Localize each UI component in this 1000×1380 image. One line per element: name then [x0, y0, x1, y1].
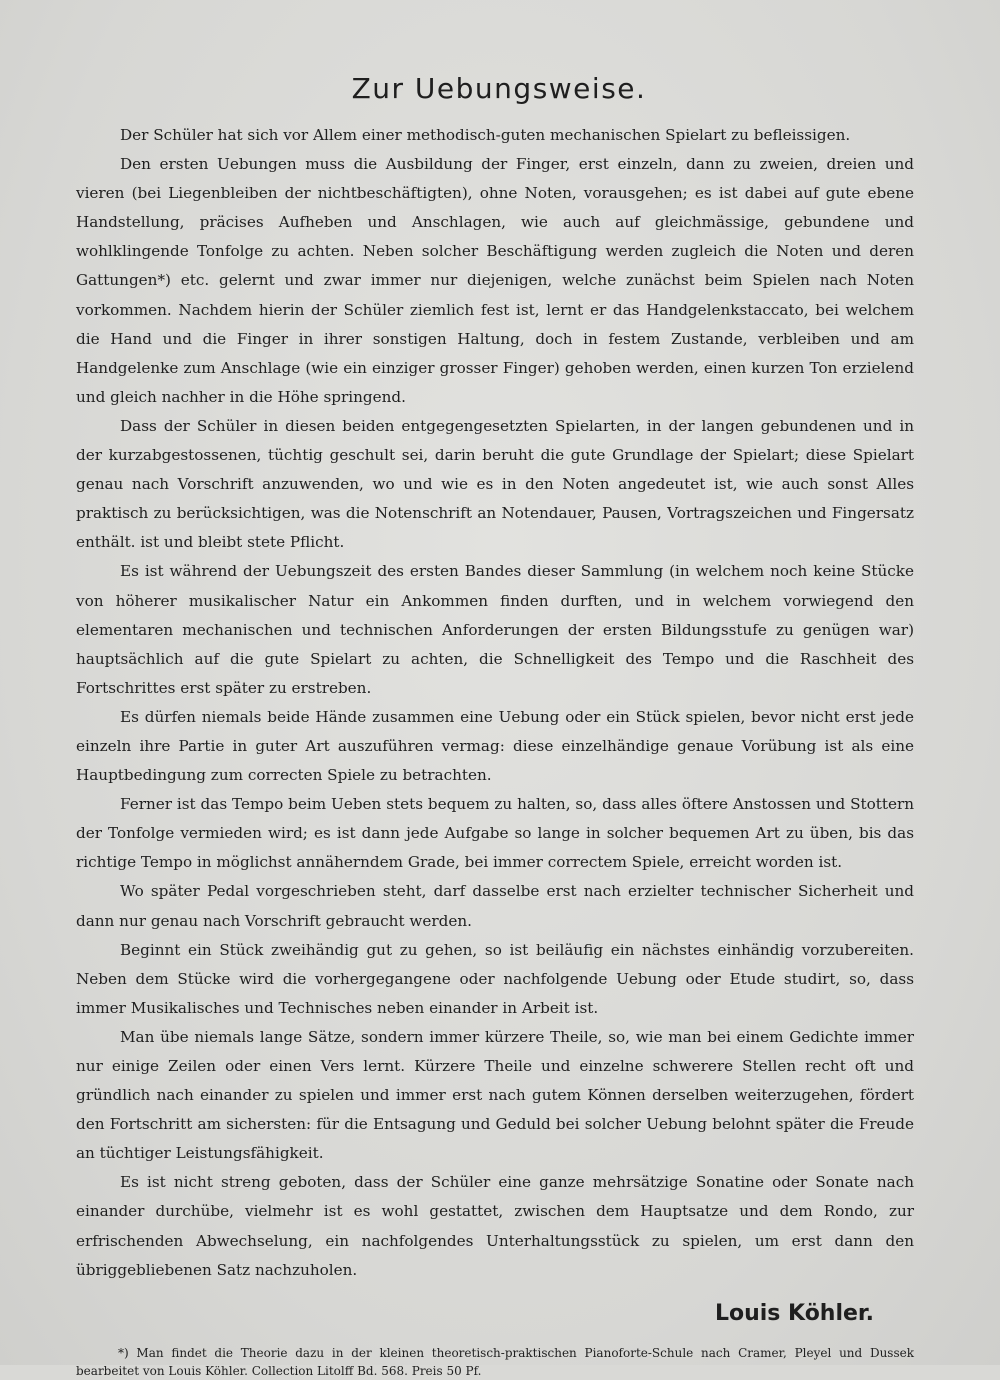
paragraph-8: Beginnt ein Stück zweihändig gut zu gehen, so ist beiläufig ein nächstes einhändig vorzubereiten. Neben dem Stücke wird die vorhergegangene oder nachfolgende Uebung oder Etude studirt, so, dass immer Musikalisches und Technisches neben einander in Arbeit ist. [76, 940, 914, 1017]
paragraph-2: Den ersten Uebungen muss die Ausbildung der Finger, erst einzeln, dann zu zweien, dreien und vieren (bei Liegenbleiben der nichtbeschäftigten), ohne Noten, vorausgehen; es ist dabei auf gute ebene Handstellung, präcises Aufheben und Anschlagen, wie auch auf gleichmässige, gebundene und wohlklingende Tonfolge zu achten. Neben solcher Beschäftigung werden zugleich die Noten und deren Gattungen*) etc. gelernt und zwar immer nur diejenigen, welche zunächst beim Spielen nach Noten vorkommen. Nachdem hierin der Schüler ziemlich fest ist, lernt er das Handgelenkstaccato, bei welchem die Hand und die Finger in ihrer sonstigen Haltung, doch in festem Zustande, verbleiben und am Handgelenke zum Anschlage (wie ein einziger grosser Finger) gehoben werden, einen kurzen Ton erzielend und gleich nachher in die Höhe springend. [76, 155, 914, 406]
author-signature: Louis Köhler. [714, 1300, 874, 1326]
paragraph-1: Der Schüler hat sich vor Allem einer methodisch-guten mechanischen Spielart zu befleissigen. [120, 126, 851, 144]
paragraph-6: Ferner ist das Tempo beim Ueben stets bequem zu halten, so, dass alles öftere Anstossen und Stottern der Tonfolge vermieden wird; es ist dann jede Aufgabe so lange in solcher bequemen Art zu üben, bis das richtige Tempo in möglichst annäherndem Grade, bei immer correctem Spiele, erreicht worden ist. [76, 795, 914, 872]
paragraph-9: Man übe niemals lange Sätze, sondern immer kürzere Theile, so, wie man bei einem Gedichte immer nur einige Zeilen oder einen Vers lernt. Kürzere Theile und einzelne schwerere Stellen recht oft und gründlich nach einander zu spielen und immer erst nach gutem Können derselben weiterzugehen, fördert den Fortschritt am sichersten: für die Entsagung und Geduld bei solcher Uebung belohnt später die Freude an tüchtiger Leistungsfähigkeit. [76, 1027, 914, 1163]
footnote: *) Man findet die Theorie dazu in der kleinen theoretisch-praktischen Pianoforte-Schule nach Cramer, Pleyel und Dussek bearbeitet von Louis Köhler. Collection Litolff Bd. 568. Preis 50 Pf. [76, 1345, 914, 1378]
paragraph-4: Es ist während der Uebungszeit des ersten Bandes dieser Sammlung (in welchem noch keine Stücke von höherer musikalischer Natur ein Ankommen finden durften, und in welchem vorwiegend den elementaren mechanischen und technischen Anforderungen der ersten Bildungsstufe zu genügen war) hauptsächlich auf die gute Spielart zu achten, die Schnelligkeit des Tempo und die Raschheit des Fortschrittes erst später zu erstreben. [76, 562, 914, 697]
body-text [76, 121, 914, 1285]
paragraph-5: Es dürfen niemals beide Hände zusammen eine Uebung oder ein Stück spielen, bevor nicht erst jede einzeln ihre Partie in guter Art auszuführen vermag: diese einzelhändige genaue Vorübung ist als eine Hauptbedingung zum correcten Spiele zu betrachten. [76, 707, 914, 785]
paragraph-7: Wo später Pedal vorgeschrieben steht, darf dasselbe erst nach erzielter technischer Sicherheit und dann nur genau nach Vorschrift gebraucht werden. [76, 882, 914, 930]
paragraph-10: Es ist nicht streng geboten, dass der Schüler eine ganze mehrsätzige Sonatine oder Sonate nach einander durchübe, vielmehr ist es wohl gestattet, zwischen dem Hauptsatze und dem Rondo, zur erfrischenden Abwechselung, ein nachfolgendes Unterhaltungsstück zu spielen, um erst dann den übriggebliebenen Satz nachzuholen. [76, 1173, 914, 1279]
page-title: Zur Uebungsweise. [351, 72, 647, 105]
paragraph-3: Dass der Schüler in diesen beiden entgegengesetzten Spielarten, in der langen gebundenen und in der kurzabgestossenen, tüchtig geschult sei, darin beruht die gute Grundlage der Spielart; diese Spielart genau nach Vorschrift anzuwenden, wo und wie es in den Noten angedeutet ist, wie auch sonst Alles praktisch zu berücksichtigen, was die Notenschrift an Notendauer, Pausen, Vortragszeichen und Fingersatz enthält. ist und bleibt stete Pflicht. [76, 416, 914, 552]
